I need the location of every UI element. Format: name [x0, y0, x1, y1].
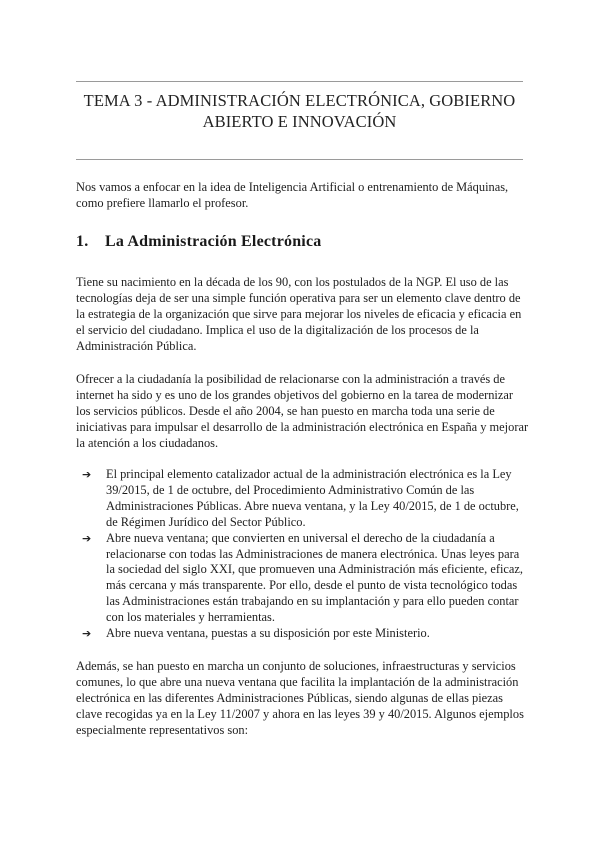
section-number: 1.	[76, 233, 89, 250]
body-paragraph: Tiene su nacimiento en la década de los 90, con los postulados de la NGP. El uso de las tecnologías deja de ser una simple función operativa para ser un elemento clave dentro de la estrategia de la organización que sirve para mejorar los niveles de eficacia y eficacia en el servicio del ciudadano. Implica el uso de la digitalización de los procesos de la Administración Pública.	[76, 275, 522, 353]
section-heading	[76, 233, 321, 251]
list-item-text: El principal elemento catalizador actual de la administración electrónica es la Ley 39/2015, de 1 de octubre, del Procedimiento Administrativo Común de las Administraciones Públicas. Abre nueva ventana, y la Ley 40/2015, de 1 de octubre, de Régimen Jurídico del Sector Público.	[106, 467, 519, 529]
body-paragraph: Ofrecer a la ciudadanía la posibilidad de relacionarse con la administración a través de internet ha sido y es uno de los grandes objetivos del gobierno en la tarea de modernizar los servicios públicos. Desde el año 2004, se han puesto en marcha toda una serie de iniciativas para impulsar el desarrollo de la administración electrónica en España y mejorar la atención a los ciudadanos.	[76, 372, 529, 450]
list-item	[82, 467, 530, 531]
closing-paragraph: Además, se han puesto en marcha un conjunto de soluciones, infraestructuras y servicios comunes, lo que abre una nueva ventana que facilita la implantación de la administración electrónica en las diferentes Administraciones Públicas, siendo algunas de ellas piezas clave recogidas ya en la Ley 11/2007 y ahora en las leyes 39 y 40/2015. Algunos ejemplos especialmente representativos son:	[76, 659, 524, 737]
arrow-bullet-icon: ➔	[82, 627, 92, 641]
arrow-bullet-icon: ➔	[82, 531, 92, 545]
bullet-list	[82, 467, 530, 642]
section-title: La Administración Electrónica	[105, 233, 322, 250]
list-item	[82, 626, 530, 642]
list-item	[82, 531, 530, 626]
title-bottom-rule	[76, 159, 523, 160]
list-item-text: Abre nueva ventana, puestas a su disposición por este Ministerio.	[106, 626, 430, 641]
list-item-text: Abre nueva ventana; que convierten en universal el derecho de la ciudadanía a relacionarse con todas las Administraciones de manera electrónica. Unas leyes para la sociedad del siglo XXI, que promueven una Administración más eficiente, eficaz, más cercana y más transparente. Por ello, desde el punto de vista tecnológico todas las Administraciones están trabajando en su implantación y para ello pueden contar con los materiales y herramientas.	[106, 530, 524, 625]
title-top-rule	[76, 81, 523, 82]
document-title: TEMA 3 - ADMINISTRACIÓN ELECTRÓNICA, GOBIERNO ABIERTO E INNOVACIÓN	[83, 91, 516, 131]
intro-paragraph: Nos vamos a enfocar en la idea de Inteligencia Artificial o entrenamiento de Máquinas, como prefiere llamarlo el profesor.	[76, 180, 509, 210]
arrow-bullet-icon: ➔	[82, 468, 92, 481]
